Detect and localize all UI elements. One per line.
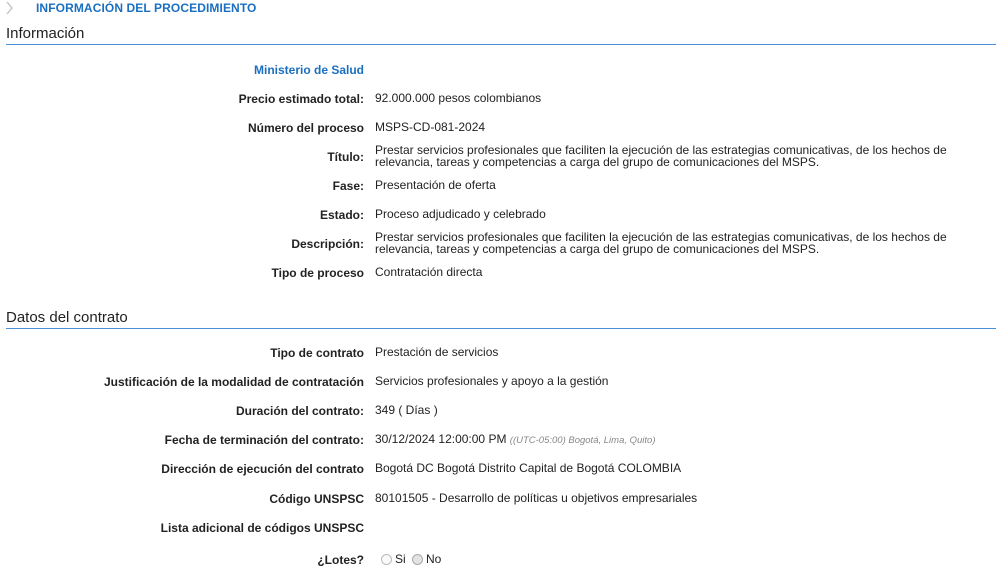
procedure-header [0, 0, 996, 18]
tipo-proceso-label: Tipo de proceso [271, 266, 364, 280]
justificacion-label: Justificación de la modalidad de contratación [103, 375, 364, 389]
section-informacion-heading: Información [6, 25, 996, 45]
fecha-value-container [375, 433, 990, 447]
lotes-no-radio[interactable] [412, 554, 423, 565]
chevron-right-icon[interactable] [3, 0, 15, 16]
tipo-contrato-value: Prestación de servicios [375, 345, 499, 359]
lotes-no-label[interactable]: No [426, 552, 442, 566]
precio-value: 92.000.000 pesos colombianos [375, 91, 542, 105]
entity-name-link[interactable]: Ministerio de Salud [253, 63, 364, 77]
direccion-value: Bogotá DC Bogotá Distrito Capital de Bogotá COLOMBIA [375, 461, 682, 475]
fase-label: Fase: [332, 179, 364, 193]
estado-label: Estado: [319, 208, 364, 222]
duracion-label: Duración del contrato: [235, 404, 364, 418]
precio-label: Precio estimado total: [238, 92, 364, 106]
lotes-label: ¿Lotes? [317, 553, 364, 567]
titulo-value: Prestar servicios profesionales que faciliten la ejecución de las estrategias comunicativas, de los hechos de relevancia, tareas y competencias a carga del grupo de comunicaciones del MSPS. [375, 143, 947, 169]
descripcion-value: Prestar servicios profesionales que faciliten la ejecución de las estrategias comunicativas, de los hechos de relevancia, tareas y competencias a carga del grupo de comunicaciones del MSPS. [375, 230, 947, 256]
section-datos-heading: Datos del contrato [6, 309, 996, 329]
descripcion-label: Descripción: [291, 237, 364, 251]
unspsc-value: 80101505 - Desarrollo de políticas u objetivos empresariales [375, 491, 698, 505]
lotes-si-radio[interactable] [381, 554, 392, 565]
lotes-si-label[interactable]: Si [395, 552, 406, 566]
lotes-radio-group [381, 553, 996, 565]
tipo-proceso-value: Contratación directa [375, 265, 483, 279]
procedure-title: INFORMACIÓN DEL PROCEDIMIENTO [36, 1, 257, 15]
justificacion-value: Servicios profesionales y apoyo a la gestión [375, 374, 609, 388]
direccion-label: Dirección de ejecución del contrato [161, 462, 364, 476]
fase-value: Presentación de oferta [375, 178, 496, 192]
unspsc-label: Código UNSPSC [269, 492, 364, 506]
fecha-label: Fecha de terminación del contrato: [164, 433, 364, 447]
tipo-contrato-label: Tipo de contrato [270, 346, 364, 360]
fecha-value: 30/12/2024 12:00:00 PM [375, 432, 507, 446]
titulo-label: Título: [327, 150, 364, 164]
lista-unspsc-label: Lista adicional de códigos UNSPSC [160, 521, 364, 535]
estado-value: Proceso adjudicado y celebrado [375, 207, 546, 221]
numero-value: MSPS-CD-081-2024 [375, 120, 486, 134]
numero-label: Número del proceso [247, 121, 364, 135]
duracion-value: 349 ( Días ) [375, 403, 438, 417]
fecha-timezone: ((UTC-05:00) Bogotá, Lima, Quito) [509, 435, 656, 446]
